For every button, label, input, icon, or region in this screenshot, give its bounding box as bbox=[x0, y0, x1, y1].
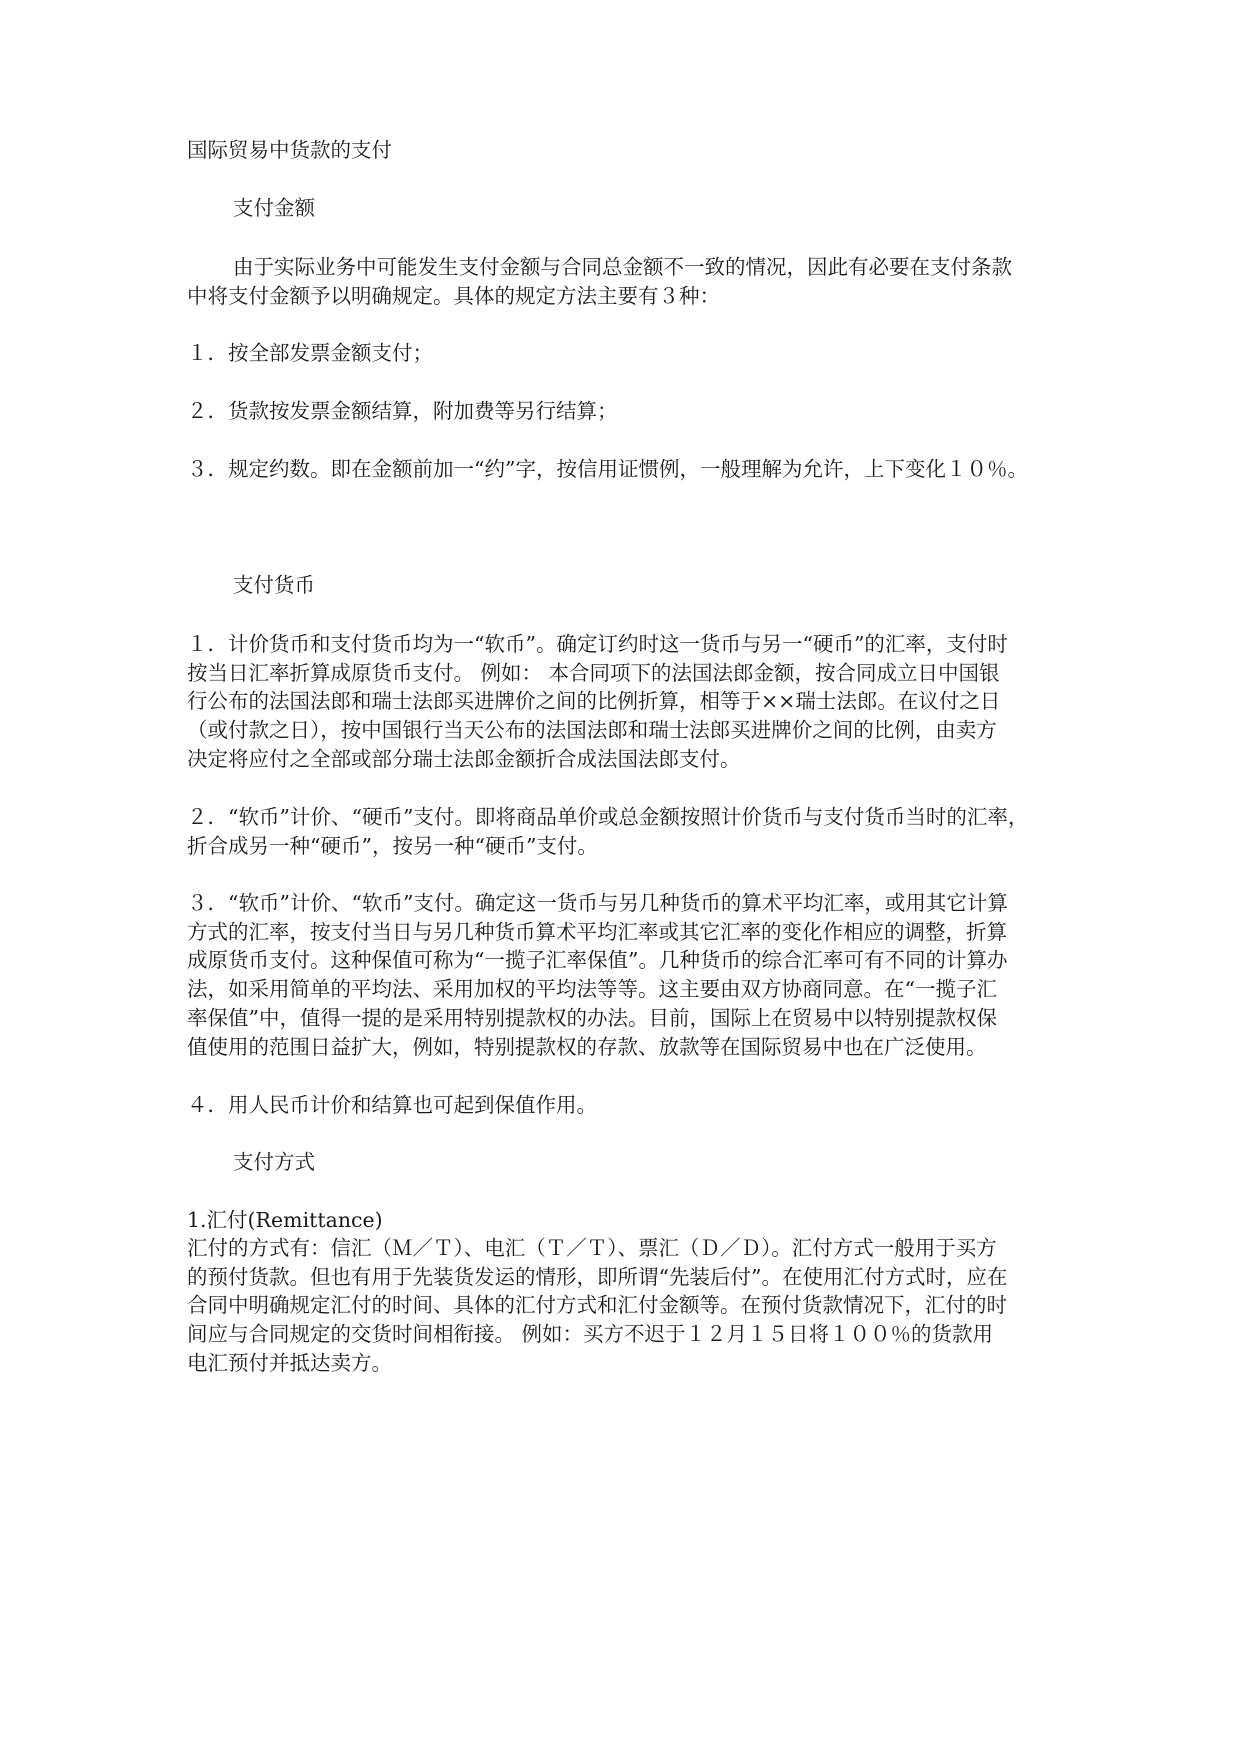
currency-item-2-paragraph bbox=[187, 803, 1059, 860]
document-title: 国际贸易中货款的支付 bbox=[187, 138, 392, 162]
paragraph-line: 值使用的范围日益扩大，例如，特别提款权的存款、放款等在国际贸易中也在广泛使用。 bbox=[187, 1034, 987, 1059]
paragraph-line: 按当日汇率折算成原货币支付。 例如： 本合同项下的法国法郎金额，按合同成立日中国银 bbox=[187, 660, 1000, 685]
amount-list-item-3: ３．规定约数。即在金额前加一“约”字，按信用证惯例，一般理解为允许，上下变化１０％。 bbox=[187, 457, 1028, 481]
paragraph-line: 间应与合同规定的交货时间相衔接。 例如：买方不迟于１２月１５日将１００％的货款用 bbox=[187, 1322, 994, 1347]
paragraph-line: 折合成另一种“硬币”，按另一种“硬币”支付。 bbox=[187, 833, 598, 858]
paragraph-line: １．计价货币和支付货币均为一“软币”。确定订约时这一货币与另一“硬币”的汇率，支付时 bbox=[187, 632, 1008, 656]
currency-item-4: ４．用人民币计价和结算也可起到保值作用。 bbox=[187, 1093, 597, 1117]
paragraph-line: 行公布的法国法郎和瑞士法郎买进牌价之间的比例折算，相等于××瑞士法郎。在议付之日 bbox=[187, 689, 1001, 714]
amount-list-item-1: １．按全部发票金额支付； bbox=[187, 341, 433, 365]
paragraph-line: （或付款之日），按中国银行当天公布的法国法郎和瑞士法郎买进牌价之间的比例，由卖方 bbox=[187, 718, 997, 743]
amount-intro-paragraph bbox=[187, 253, 1059, 310]
currency-item-3-paragraph bbox=[187, 889, 1059, 1061]
section-heading-amount: 支付金额 bbox=[233, 196, 315, 220]
remittance-paragraph bbox=[187, 1234, 1059, 1378]
paragraph-line: 方式的汇率，按支付当日与另几种货币算术平均汇率或其它汇率的变化作相应的调整，折算 bbox=[187, 919, 1007, 944]
paragraph-line: 的预付货款。但也有用于先装货发运的情形，即所谓“先装后付”。在使用汇付方式时，应在 bbox=[187, 1264, 1008, 1289]
paragraph-line: 电汇预付并抵达卖方。 bbox=[187, 1350, 392, 1375]
currency-item-1-paragraph bbox=[187, 630, 1059, 774]
paragraph-line: 合同中明确规定汇付的时间、具体的汇付方式和汇付金额等。在预付货款情况下，汇付的时 bbox=[187, 1293, 1007, 1318]
amount-list-item-2: ２．货款按发票金额结算，附加费等另行结算； bbox=[187, 399, 618, 423]
paragraph-line: 成原货币支付。这种保值可称为“一揽子汇率保值”。几种货币的综合汇率可有不同的计算办 bbox=[187, 948, 1008, 973]
method-sub-heading-remittance: 1.汇付(Remittance) bbox=[187, 1208, 383, 1232]
section-heading-method: 支付方式 bbox=[233, 1150, 315, 1174]
paragraph-line: 汇付的方式有：信汇（Ｍ／Ｔ）、电汇（Ｔ／Ｔ）、票汇（Ｄ／Ｄ）。汇付方式一般用于买方 bbox=[187, 1236, 997, 1260]
paragraph-line: ２．“软币”计价、“硬币”支付。即将商品单价或总金额按照计价货币与支付货币当时的汇率， bbox=[187, 805, 1029, 829]
section-heading-currency: 支付货币 bbox=[233, 573, 315, 597]
paragraph-line: 率保值”中，值得一提的是采用特别提款权的办法。目前，国际上在贸易中以特别提款权保 bbox=[187, 1005, 997, 1030]
paragraph-line: 法，如采用简单的平均法、采用加权的平均法等等。这主要由双方协商同意。在“一揽子汇 bbox=[187, 977, 997, 1002]
paragraph-line: 中将支付金额予以明确规定。具体的规定方法主要有３种： bbox=[187, 283, 720, 308]
paragraph-line: 由于实际业务中可能发生支付金额与合同总金额不一致的情况，因此有必要在支付条款 bbox=[233, 255, 1012, 279]
paragraph-line: ３．“软币”计价、“软币”支付。确定这一货币与另几种货币的算术平均汇率，或用其它计算 bbox=[187, 891, 1008, 915]
paragraph-line: 决定将应付之全部或部分瑞士法郎金额折合成法国法郎支付。 bbox=[187, 746, 741, 771]
